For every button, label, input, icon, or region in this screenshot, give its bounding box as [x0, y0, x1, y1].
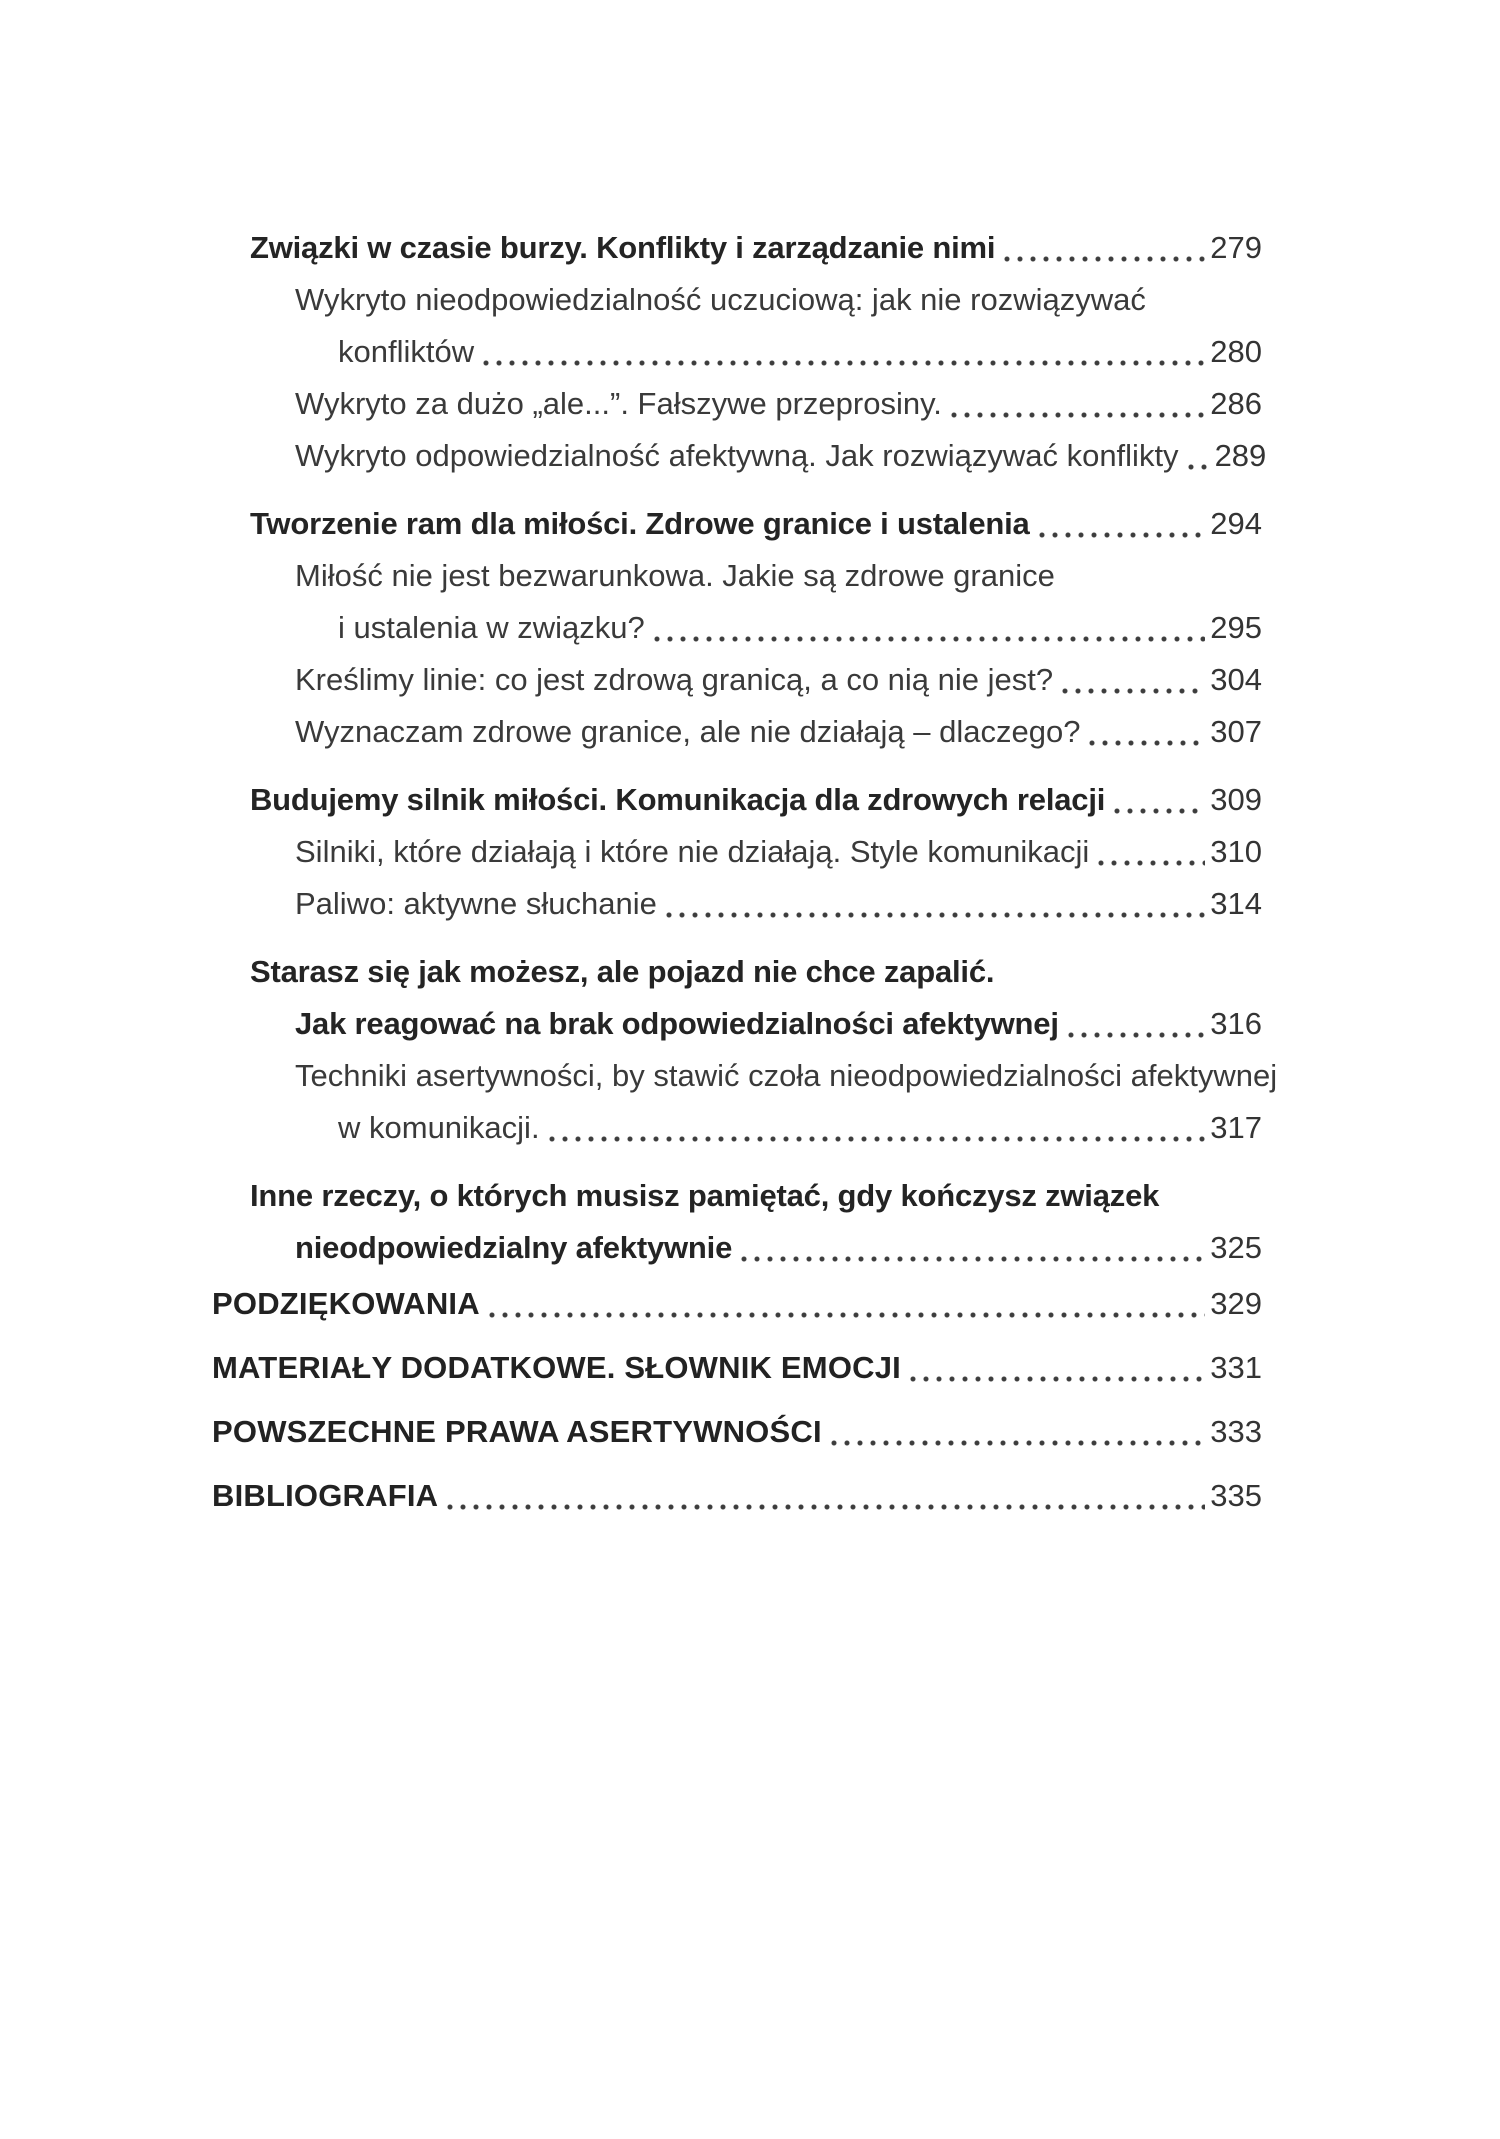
dot-leader — [483, 360, 1205, 366]
toc-entry-line — [250, 998, 1262, 1050]
toc-entry-line — [250, 326, 1262, 378]
page-number: 325 — [1210, 1230, 1262, 1265]
toc-backmatter — [212, 1278, 1262, 1534]
toc-entry-title: MATERIAŁY DODATKOWE. SŁOWNIK EMOCJI — [212, 1350, 901, 1385]
toc-entry — [250, 550, 1262, 654]
page-number: 280 — [1210, 334, 1262, 369]
toc-entry-title: Związki w czasie burzy. Konflikty i zarządzanie nimi — [250, 230, 996, 265]
toc-entry-line — [250, 498, 1262, 550]
toc-entry-line — [250, 1102, 1262, 1154]
toc-entry-line — [250, 826, 1262, 878]
toc-entry-title: Wykryto odpowiedzialność afektywną. Jak rozwiązywać konflikty — [295, 438, 1179, 473]
toc-entry — [250, 946, 1262, 1050]
toc-entry-title-cont: konfliktów — [338, 334, 475, 369]
dot-leader — [654, 636, 1206, 642]
dot-leader — [1068, 1032, 1206, 1038]
toc-entry — [250, 774, 1262, 826]
page-number: 317 — [1210, 1110, 1262, 1145]
page-number: 286 — [1210, 386, 1262, 421]
dot-leader — [1098, 860, 1205, 866]
toc-entry-title: Tworzenie ram dla miłości. Zdrowe granice i ustalenia — [250, 506, 1030, 541]
toc-entry-line — [250, 774, 1262, 826]
toc-entry — [212, 1278, 1262, 1330]
page-number: 331 — [1210, 1350, 1262, 1385]
toc-entry-line — [212, 1278, 1262, 1330]
toc-entry-line — [250, 654, 1262, 706]
dot-leader — [666, 912, 1205, 918]
page-number: 314 — [1210, 886, 1262, 921]
toc-entry-title: Starasz się jak możesz, ale pojazd nie chce zapalić. — [250, 954, 995, 989]
dot-leader — [1039, 532, 1206, 538]
toc-entry-line — [250, 1222, 1262, 1274]
toc-entry — [250, 430, 1267, 482]
page-number: 309 — [1210, 782, 1262, 817]
toc-entry-line — [250, 602, 1262, 654]
toc-entry — [250, 654, 1262, 706]
dot-leader — [831, 1440, 1206, 1446]
page-number: 279 — [1210, 230, 1262, 265]
toc-entry-line — [212, 1470, 1262, 1522]
toc-entry — [250, 706, 1262, 758]
toc-entry-line — [250, 878, 1262, 930]
toc-entry — [250, 274, 1262, 378]
toc-entry-title: BIBLIOGRAFIA — [212, 1478, 439, 1513]
toc-entry — [250, 498, 1262, 550]
toc-entry-title: Silniki, które działają i które nie działają. Style komunikacji — [295, 834, 1090, 869]
toc-entry-line — [250, 430, 1267, 482]
dot-leader — [1004, 256, 1205, 262]
page-number: 333 — [1210, 1414, 1262, 1449]
toc-entry-line — [250, 222, 1262, 274]
dot-leader — [489, 1312, 1205, 1318]
toc-entry — [250, 826, 1262, 878]
toc-entry-line — [212, 1342, 1262, 1394]
page-number: 307 — [1210, 714, 1262, 749]
table-of-contents — [250, 222, 1278, 1274]
toc-entry — [250, 1170, 1262, 1274]
toc-entry — [250, 222, 1262, 274]
toc-entry-line — [250, 378, 1262, 430]
page-number: 329 — [1210, 1286, 1262, 1321]
toc-entry-title: Techniki asertywności, by stawić czoła nieodpowiedzialności afektywnej — [295, 1058, 1278, 1093]
dot-leader — [1188, 464, 1210, 470]
dot-leader — [1062, 688, 1205, 694]
toc-entry — [250, 878, 1262, 930]
dot-leader — [910, 1376, 1205, 1382]
toc-entry-title: Kreślimy linie: co jest zdrową granicą, a co nią nie jest? — [295, 662, 1054, 697]
page-number: 295 — [1210, 610, 1262, 645]
toc-entry-title: Miłość nie jest bezwarunkowa. Jakie są zdrowe granice — [295, 558, 1055, 593]
toc-entry — [212, 1406, 1262, 1458]
toc-entry-line — [212, 1406, 1262, 1458]
toc-entry-title: Wykryto nieodpowiedzialność uczuciową: jak nie rozwiązywać — [295, 282, 1146, 317]
toc-entry-title: Wykryto za dużo „ale...”. Fałszywe przeprosiny. — [295, 386, 942, 421]
toc-entry-title: Budujemy silnik miłości. Komunikacja dla zdrowych relacji — [250, 782, 1106, 817]
toc-entry-title: PODZIĘKOWANIA — [212, 1286, 480, 1321]
toc-entry-title-cont: w komunikacji. — [338, 1110, 540, 1145]
page-number: 316 — [1210, 1006, 1262, 1041]
page-number: 294 — [1210, 506, 1262, 541]
dot-leader — [951, 412, 1205, 418]
dot-leader — [549, 1136, 1206, 1142]
toc-entry-title: Wyznaczam zdrowe granice, ale nie działają – dlaczego? — [295, 714, 1081, 749]
page-number: 310 — [1210, 834, 1262, 869]
dot-leader — [1114, 808, 1205, 814]
toc-entry-title-cont: Jak reagować na brak odpowiedzialności afektywnej — [295, 1006, 1059, 1041]
toc-entry — [250, 1050, 1278, 1154]
dot-leader — [447, 1504, 1205, 1510]
toc-entry — [250, 378, 1262, 430]
toc-entry-title-cont: nieodpowiedzialny afektywnie — [295, 1230, 733, 1265]
toc-entry-line — [250, 706, 1262, 758]
dot-leader — [1089, 740, 1205, 746]
page-number: 289 — [1214, 438, 1267, 473]
toc-entry — [212, 1470, 1262, 1522]
toc-entry-title: Inne rzeczy, o których musisz pamiętać, gdy kończysz związek — [250, 1178, 1160, 1213]
dot-leader — [741, 1256, 1205, 1262]
toc-entry-title: POWSZECHNE PRAWA ASERTYWNOŚCI — [212, 1414, 822, 1449]
toc-entry-title-cont: i ustalenia w związku? — [338, 610, 645, 645]
toc-entry-title: Paliwo: aktywne słuchanie — [295, 886, 657, 921]
page-number: 304 — [1210, 662, 1262, 697]
toc-entry — [212, 1342, 1262, 1394]
page-number: 335 — [1210, 1478, 1262, 1513]
